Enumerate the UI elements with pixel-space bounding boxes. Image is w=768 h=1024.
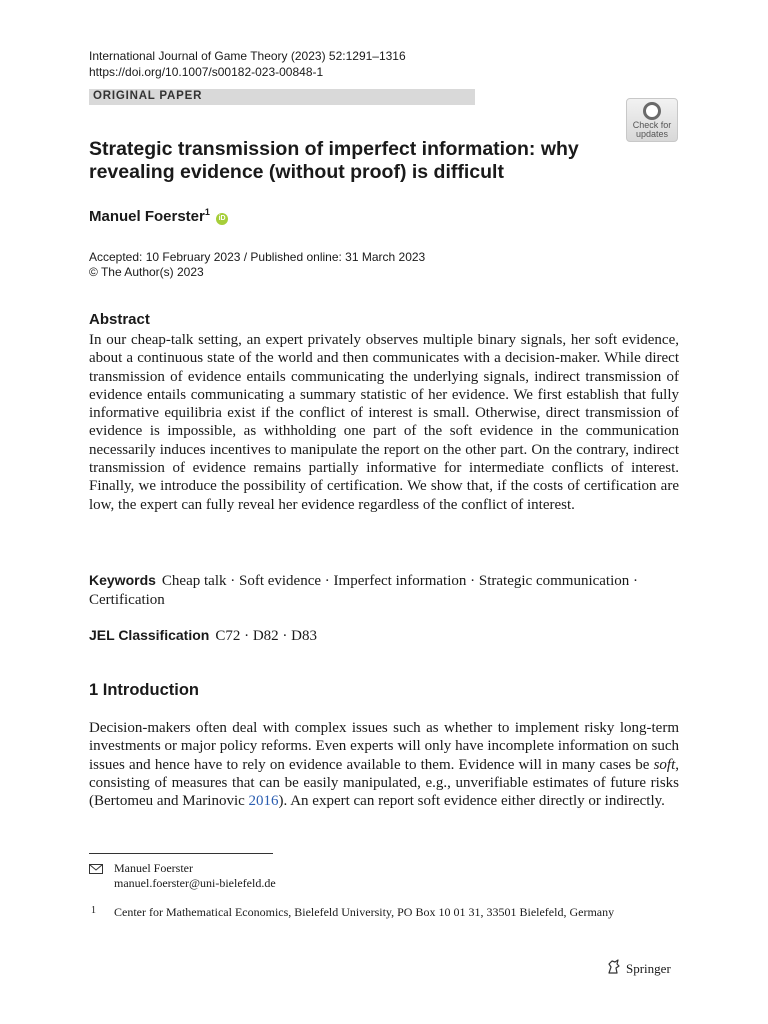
author-line xyxy=(89,207,228,225)
jel-label: JEL Classification xyxy=(89,627,210,643)
introduction-text: Decision-makers often deal with complex issues such as whether to implement risky long-term investments or major policy reforms. Even experts will only have incomplete information on such issues and hence have to rely on evidence available to them. Evidence will in many cases be soft, consisting of measures that can be easily manipulated, e.g., unverifiable estimates of future risks (Bertomeu and Marinovic 2016). An expert can report soft evidence either directly or indirectly. xyxy=(89,720,679,810)
article-title xyxy=(89,138,649,184)
author-affil-sup: 1 xyxy=(204,207,210,217)
affiliation-number: 1 xyxy=(91,905,96,916)
copyright: © The Author(s) 2023 xyxy=(89,265,204,279)
check-updates-icon xyxy=(643,102,661,120)
italic-soft: soft xyxy=(653,756,676,773)
affiliation: Center for Mathematical Economics, Bielefeld University, PO Box 10 01 31, 33501 Bielefeld, Germany xyxy=(114,905,615,919)
publication-dates xyxy=(89,250,425,280)
springer-horse-icon xyxy=(606,959,622,975)
keywords xyxy=(89,571,679,610)
keywords-label: Keywords xyxy=(89,572,156,588)
citation-link[interactable]: 2016 xyxy=(248,793,279,810)
author-name[interactable]: Manuel Foerster xyxy=(89,208,205,225)
title-line-1: Strategic transmission of imperfect information: why xyxy=(89,138,579,160)
check-updates-line2: updates xyxy=(635,129,669,139)
check-updates-line1: Check for xyxy=(632,120,672,130)
keywords-list: Cheap talk · Soft evidence · Imperfect information · Strategic communication · Certification xyxy=(89,573,639,608)
title-line-2: revealing evidence (without proof) is difficult xyxy=(89,161,504,183)
introduction-heading: 1 Introduction xyxy=(89,681,199,699)
section-label: ORIGINAL PAPER xyxy=(93,90,203,102)
corresponding-author xyxy=(114,861,276,891)
jel-codes: C72 · D82 · D83 xyxy=(215,628,318,644)
accepted-published: Accepted: 10 February 2023 / Published online: 31 March 2023 xyxy=(89,250,426,264)
doi-link[interactable]: https://doi.org/10.1007/s00182-023-00848-1 xyxy=(89,65,324,79)
abstract-text: In our cheap-talk setting, an expert privately observes multiple binary signals, her soft evidence, about a continuous state of the world and then communicates with a decision-maker. While direct transmission of evidence entails communicating the underlying signals, indirect transmission of evidence entails communicating a summary statistic of her evidence. We first establish that fully informative equilibria exist if the conflict of interest is small. Otherwise, direct transmission of evidence is impossible, as withholding one part of the soft evidence in the communication necessarily induces incentives to manipulate the report on the other part. On the contrary, indirect transmission of evidence remains partially informative for intermediate conflicts of interest. Finally, we introduce the possibility of certification. We show that, if the costs of certification are low, the expert can fully reveal her evidence regardless of the conflict of interest. xyxy=(89,332,679,513)
abstract-heading: Abstract xyxy=(89,311,150,328)
footnote-rule xyxy=(89,853,273,854)
journal-header xyxy=(89,48,406,80)
jel-classification xyxy=(89,627,317,645)
publisher-logo xyxy=(606,959,671,977)
publisher-name: Springer xyxy=(626,961,671,976)
check-for-updates-badge[interactable] xyxy=(626,98,678,142)
section-label-bar xyxy=(89,89,475,105)
contact-email[interactable]: manuel.foerster@uni-bielefeld.de xyxy=(114,876,276,890)
contact-name: Manuel Foerster xyxy=(114,861,193,875)
envelope-icon xyxy=(89,864,103,874)
orcid-icon[interactable]: iD xyxy=(216,213,228,225)
journal-citation: International Journal of Game Theory (2023) 52:1291–1316 xyxy=(89,49,406,63)
